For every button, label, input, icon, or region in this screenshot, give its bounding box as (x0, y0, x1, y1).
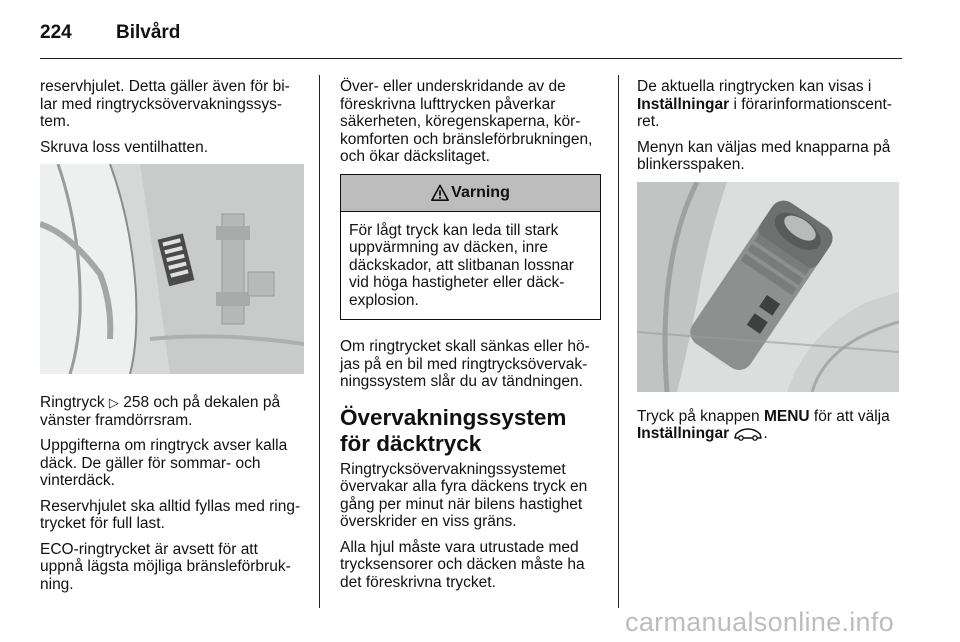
header-rule (40, 58, 902, 59)
car-icon (733, 427, 763, 441)
warning-title: Varning (451, 183, 510, 201)
paragraph: ECO-ringtrycket är avsett för att uppnå lägsta möjliga bränsleförbruk-ning. (40, 540, 291, 593)
chapter-title: Bilvård (116, 22, 181, 43)
menu-button-label: MENU (763, 407, 810, 425)
page-reference[interactable]: 258 (123, 394, 150, 411)
page-header (40, 18, 180, 48)
warning-text: För lågt tryck kan leda till stark uppvärmning av däcken, inre däckskador, att slitbanan lossnar vid höga hastigheter eller däck-explosion. (349, 221, 574, 309)
paragraph: Reservhjulet ska alltid fyllas med ring-trycket för full last. (40, 497, 301, 532)
column-1 (40, 78, 304, 601)
paragraph: Tryck på knappen MENU för att välja Inställningar . (637, 407, 890, 442)
paragraph: reservhjulet. Detta gäller även för bi-lar med ringtrycksövervakningssys-tem. (40, 78, 290, 130)
warning-body (341, 212, 600, 320)
paragraph: Uppgifterna om ringtryck avser kalla däck. De gäller för sommar- och vinterdäck. (40, 437, 288, 489)
turn-signal-lever-illustration (637, 182, 899, 392)
paragraph: Ringtrycksövervakningssystemet övervakar alla fyra däckens tryck en gång per minut när bilens hastighet överskrider en viss gräns. (340, 460, 588, 530)
watermark: carmanualsonline.info (625, 607, 894, 637)
menu-term: Inställningar (637, 95, 730, 113)
page-number: 224 (40, 22, 72, 43)
warning-header (341, 175, 600, 212)
paragraph: Om ringtrycket skall sänkas eller hö-jas på en bil med ringtrycksövervak-ningssystem slår du av tändningen. (340, 338, 590, 390)
warning-triangle-icon (431, 184, 449, 202)
menu-term: Inställningar (637, 425, 730, 442)
column-2 (340, 78, 602, 599)
warning-box (340, 174, 601, 321)
door-frame-illustration (40, 164, 304, 374)
paragraph: Över- eller underskridande av de föreskrivna lufttrycken påverkar säkerheten, köregenskaperna, kör-komforten och bränsleförbrukningen, och ökar däckslitaget. (340, 78, 593, 165)
section-heading: Övervakningssystem för däcktryck (340, 404, 567, 456)
arrow-right-icon: ▷ (108, 395, 119, 410)
column-divider-1 (319, 75, 320, 608)
paragraph: Menyn kan väljas med knapparna på blinkersspaken. (637, 138, 891, 173)
paragraph: De aktuella ringtrycken kan visas i Inställningar i förarinformationscent-ret. (637, 78, 892, 130)
column-3 (637, 78, 903, 451)
paragraph: Ringtryck ▷ 258 och på dekalen på vänster framdörrsram. (40, 394, 281, 429)
paragraph: Skruva loss ventilhatten. (40, 138, 209, 156)
column-divider-2 (618, 75, 619, 608)
paragraph: Alla hjul måste vara utrustade med trycksensorer och däcken måste ha det föreskrivna trycket. (340, 538, 585, 591)
